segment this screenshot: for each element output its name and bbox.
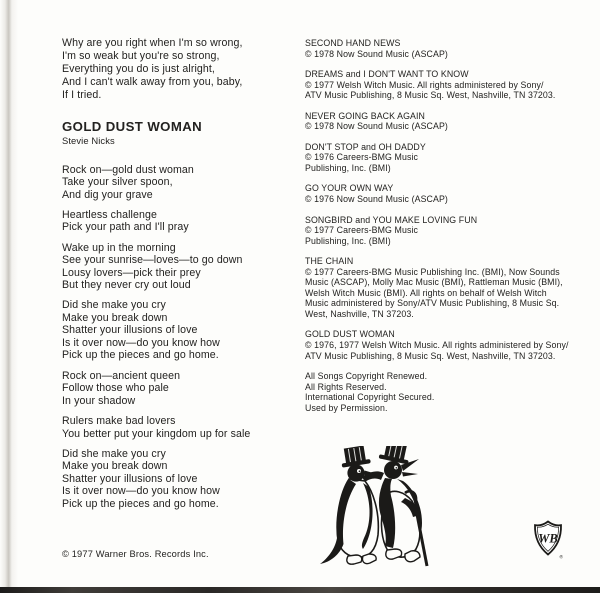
wb-shield-icon bbox=[533, 520, 564, 560]
lyric-stanza bbox=[62, 164, 300, 202]
text-line: Music administered by Sony/ATV Music Publishing, 8 Music Sq. bbox=[305, 298, 560, 309]
text-line: Everything you do is just alright, bbox=[62, 62, 215, 75]
text-line: Did she make you cry bbox=[62, 299, 166, 312]
right-penguin bbox=[379, 446, 427, 566]
left-penguin bbox=[320, 446, 378, 564]
text-line: © 1976 Careers-BMG Music bbox=[305, 152, 419, 163]
penguins-illustration bbox=[313, 446, 437, 574]
lyric-stanza bbox=[62, 299, 300, 362]
text-line: Rock on—gold dust woman bbox=[62, 163, 194, 176]
credit-song-title: DREAMS and I DON'T WANT TO KNOW bbox=[305, 69, 469, 80]
text-line: © 1978 Now Sound Music (ASCAP) bbox=[305, 48, 448, 59]
song-title: GOLD DUST WOMAN bbox=[62, 118, 203, 134]
text-line: Pick up the pieces and go home. bbox=[62, 349, 219, 362]
text-line: Publishing, Inc. (BMI) bbox=[305, 235, 391, 246]
text-line: © 1977 Welsh Witch Music. All rights administered by Sony/ bbox=[305, 79, 544, 90]
lyric-stanza bbox=[62, 448, 300, 511]
credit-block bbox=[305, 142, 589, 174]
text-line: Take your silver spoon, bbox=[62, 176, 173, 189]
lyric-stanza bbox=[62, 370, 300, 408]
lyric-stanza bbox=[62, 242, 300, 292]
text-line: And I can't walk away from you, baby, bbox=[62, 75, 243, 88]
intro-stanza bbox=[62, 37, 300, 102]
left-penguin-top-hat-icon bbox=[339, 446, 371, 468]
credit-block bbox=[305, 329, 589, 361]
lyrics-stanzas bbox=[62, 164, 300, 511]
songwriter-credit: Stevie Nicks bbox=[62, 135, 115, 147]
text-line: All Songs Copyright Renewed. bbox=[305, 371, 428, 382]
text-line: Shatter your illusions of love bbox=[62, 324, 198, 337]
credit-block bbox=[305, 38, 589, 59]
text-line: Rock on—ancient queen bbox=[62, 369, 181, 382]
right-penguin-top-hat-icon bbox=[379, 446, 412, 465]
text-line: Is it over now—do you know how bbox=[62, 485, 220, 498]
text-line: If I tried. bbox=[62, 88, 102, 101]
credit-block bbox=[305, 215, 589, 247]
text-line: Why are you right when I'm so wrong, bbox=[62, 37, 243, 49]
booklet-spine-shadow bbox=[0, 0, 18, 587]
text-line: International Copyright Secured. bbox=[305, 392, 435, 403]
lyric-stanza bbox=[62, 415, 300, 440]
registered-mark: ® bbox=[559, 555, 564, 560]
text-line: Pick up the pieces and go home. bbox=[62, 497, 219, 510]
text-line: In your shadow bbox=[62, 394, 136, 407]
text-line: Follow those who pale bbox=[62, 382, 169, 395]
credit-song-title: NEVER GOING BACK AGAIN bbox=[305, 110, 426, 121]
credit-song-title: THE CHAIN bbox=[305, 256, 354, 267]
text-line: © 1976, 1977 Welsh Witch Music. All rights administered by Sony/ bbox=[305, 340, 569, 351]
credit-song-title: SECOND HAND NEWS bbox=[305, 38, 401, 48]
text-line: © 1977 Careers-BMG Music Publishing Inc. (BMI), Now Sounds bbox=[305, 266, 560, 277]
text-line: Pick your path and I'll pray bbox=[62, 221, 189, 234]
rights-notice bbox=[305, 371, 589, 413]
credits-column bbox=[305, 38, 589, 413]
text-line: Welsh Witch Music (BMI). All rights on behalf of Welsh Witch bbox=[305, 287, 547, 298]
text-line: Publishing, Inc. (BMI) bbox=[305, 162, 391, 173]
text-line: © 1977 Careers-BMG Music bbox=[305, 225, 419, 236]
text-line: © 1976 Now Sound Music (ASCAP) bbox=[305, 194, 448, 205]
text-line: Shatter your illusions of love bbox=[62, 472, 198, 485]
text-line: Is it over now—do you know how bbox=[62, 336, 220, 349]
lyrics-column bbox=[62, 37, 300, 518]
text-line: Music (ASCAP), Molly Mac Music (BMI), Rattleman Music (BMI), bbox=[305, 277, 563, 288]
text-line: Make you break down bbox=[62, 460, 168, 473]
text-line: All Rights Reserved. bbox=[305, 381, 387, 392]
text-line: I'm so weak but you're so strong, bbox=[62, 49, 220, 62]
text-line: Wake up in the morning bbox=[62, 241, 176, 254]
credit-block bbox=[305, 69, 589, 101]
credit-block bbox=[305, 111, 589, 132]
text-line: ATV Music Publishing, 8 Music Sq. West, Nashville, TN 37203. bbox=[305, 90, 556, 101]
penguins-illustration-svg bbox=[313, 446, 437, 574]
text-line: Used by Permission. bbox=[305, 402, 388, 413]
credit-song-title: GOLD DUST WOMAN bbox=[305, 329, 395, 340]
text-line: West, Nashville, TN 37203. bbox=[305, 308, 414, 319]
credit-song-title: SONGBIRD and YOU MAKE LOVING FUN bbox=[305, 214, 478, 225]
text-line: ATV Music Publishing, 8 Music Sq. West, Nashville, TN 37203. bbox=[305, 350, 556, 361]
warner-bros-shield-logo bbox=[533, 520, 564, 560]
text-line: Lousy lovers—pick their prey bbox=[62, 266, 201, 279]
lyric-stanza bbox=[62, 209, 300, 234]
text-line: You better put your kingdom up for sale bbox=[62, 427, 251, 440]
text-line: Did she make you cry bbox=[62, 447, 166, 460]
text-line: Heartless challenge bbox=[62, 208, 157, 221]
credit-block bbox=[305, 183, 589, 204]
credit-block bbox=[305, 256, 589, 319]
text-line: See your sunrise—loves—to go down bbox=[62, 254, 243, 267]
wb-monogram: WB bbox=[538, 531, 558, 546]
text-line: But they never cry out loud bbox=[62, 279, 191, 292]
credit-song-title: DON'T STOP and OH DADDY bbox=[305, 141, 426, 152]
text-line: And dig your grave bbox=[62, 188, 153, 201]
scan-edge-bottom bbox=[0, 587, 600, 593]
credit-song-title: GO YOUR OWN WAY bbox=[305, 183, 394, 194]
text-line: Rulers make bad lovers bbox=[62, 415, 176, 428]
credit-entries bbox=[305, 38, 589, 361]
text-line: © 1978 Now Sound Music (ASCAP) bbox=[305, 121, 448, 132]
label-copyright: © 1977 Warner Bros. Records Inc. bbox=[62, 549, 209, 559]
text-line: Make you break down bbox=[62, 311, 168, 324]
